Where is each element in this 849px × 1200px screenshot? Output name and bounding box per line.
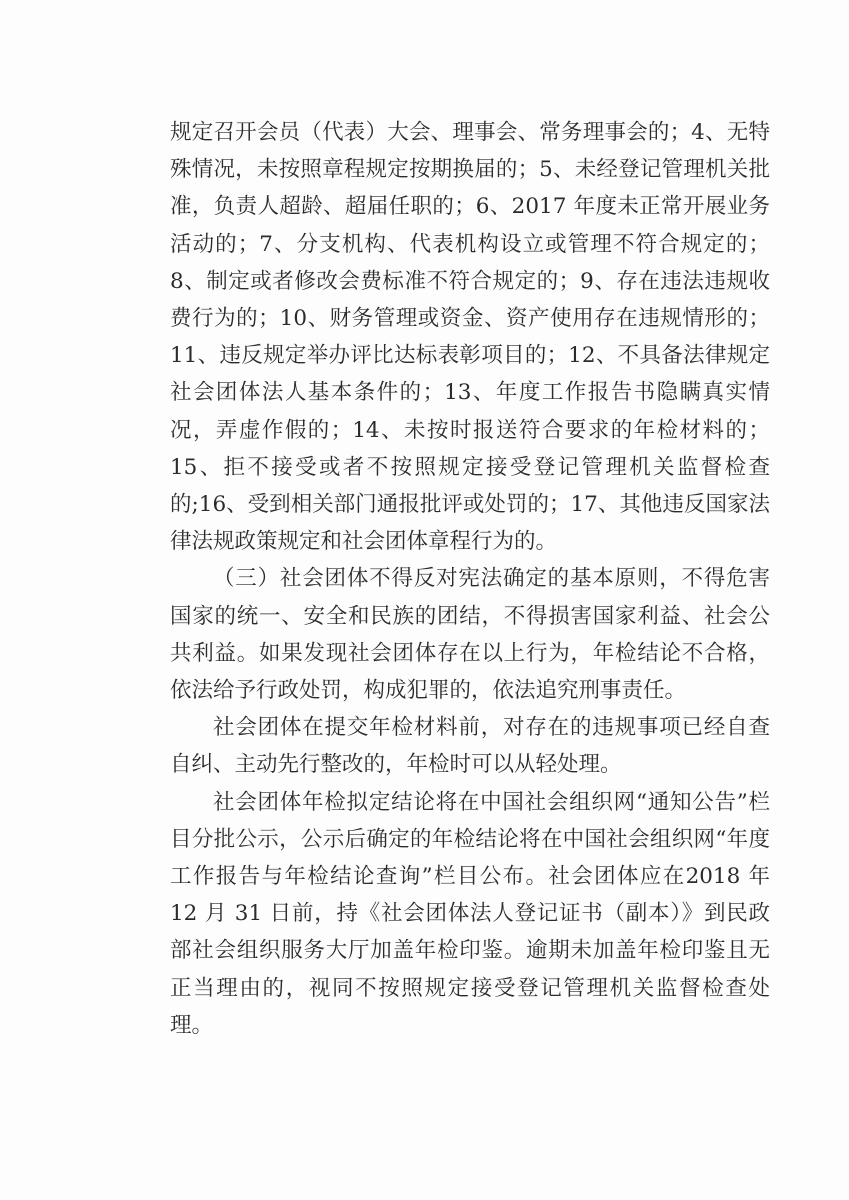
paragraph-violations-list: 规定召开会员（代表）大会、理事会、常务理事会的；4、无特殊情况，未按照章程规定按期换届的；5、未经登记管理机关批准，负责人超龄、超届任职的；6、2017 年度未正常开展业务活动的；7、分支机构、代表机构设立或管理不符合规定的；8、制定或者修改会费标准不符合规定的；9、存在违法违规收费行为的；10、财务管理或资金、资产使用存在违规情形的；11、违反规定举办评比达标表彰项目的；12、不具备法律规定社会团体法人基本条件的；13、年度工作报告书隐瞒真实情况，弄虚作假的；14、未按时报送符合要求的年检材料的；15、拒不接受或者不按照规定接受登记管理机关监督检查的;16、受到相关部门通报批评或处罚的；17、其他违反国家法律法规政策规定和社会团体章程行为的。 [170, 120, 770, 555]
document-body [170, 114, 770, 1044]
paragraph-basic-principles: （三）社会团体不得反对宪法确定的基本原则，不得危害国家的统一、安全和民族的团结，不得损害国家利益、社会公共利益。如果发现社会团体存在以上行为，年检结论不合格，依法给予行政处罚，构成犯罪的，依法追究刑事责任。 [170, 566, 770, 704]
paragraph-self-correction: 社会团体在提交年检材料前，对存在的违规事项已经自查自纠、主动先行整改的，年检时可以从轻处理。 [170, 715, 770, 778]
paragraph-publication-notice: 社会团体年检拟定结论将在中国社会组织网“通知公告”栏目分批公示，公示后确定的年检结论将在中国社会组织网“年度工作报告与年检结论查询”栏目公布。社会团体应在2018 年 12 月 31 日前，持《社会团体法人登记证书（副本）》到民政部社会组织服务大厅加盖年检印鉴。逾期未加盖年检印鉴且无正当理由的，视同不按照规定接受登记管理机关监督检查处理。 [170, 789, 770, 1038]
